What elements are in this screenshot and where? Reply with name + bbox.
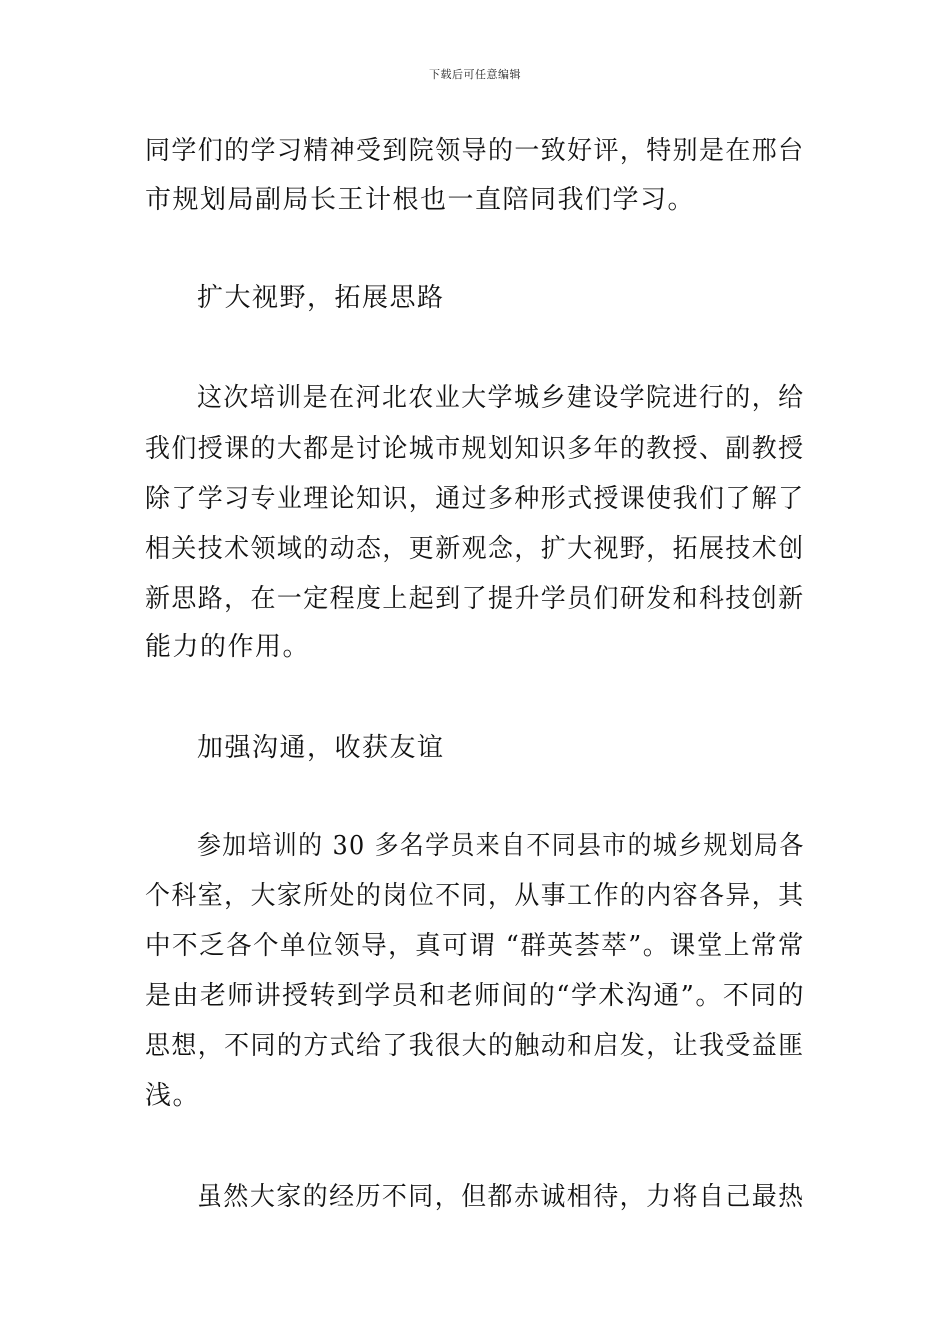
paragraph-line: 新思路，在一定程度上起到了提升学员们研发和科技创新 xyxy=(145,584,805,614)
section-heading: 加强沟通，收获友谊 xyxy=(197,733,445,763)
paragraph-line: 市规划局副局长王计根也一直陪同我们学习。 xyxy=(145,185,696,215)
paragraph-line: 浅。 xyxy=(145,1081,201,1111)
paragraph-line: 是由老师讲授转到学员和老师间的“学术沟通”。不同的 xyxy=(145,981,806,1011)
section-heading: 扩大视野，拓展思路 xyxy=(197,283,445,313)
paragraph-line: 这次培训是在河北农业大学城乡建设学院进行的，给 xyxy=(197,383,805,413)
paragraph-line: 参加培训的 30 多名学员来自不同县市的城乡规划局各 xyxy=(197,831,805,861)
paragraph-line: 我们授课的大都是讨论城市规划知识多年的教授、副教授 xyxy=(145,434,805,464)
paragraph-line: 中不乏各个单位领导，真可谓 “群英荟萃”。课堂上常常 xyxy=(145,931,805,961)
paragraph-line: 思想，不同的方式给了我很大的触动和启发，让我受益匪 xyxy=(145,1031,805,1061)
paragraph-line: 除了学习专业理论知识，通过多种形式授课使我们了解了 xyxy=(145,484,805,514)
paragraph-line: 同学们的学习精神受到院领导的一致好评，特别是在邢台 xyxy=(145,136,805,166)
page-header: 下载后可任意编辑 xyxy=(429,68,521,81)
paragraph-line: 能力的作用。 xyxy=(145,632,311,662)
paragraph-line: 个科室，大家所处的岗位不同，从事工作的内容各异，其 xyxy=(145,881,805,911)
paragraph-line: 虽然大家的经历不同，但都赤诚相待，力将自己最热 xyxy=(197,1182,805,1212)
paragraph-line: 相关技术领域的动态，更新观念，扩大视野，拓展技术创 xyxy=(145,534,805,564)
